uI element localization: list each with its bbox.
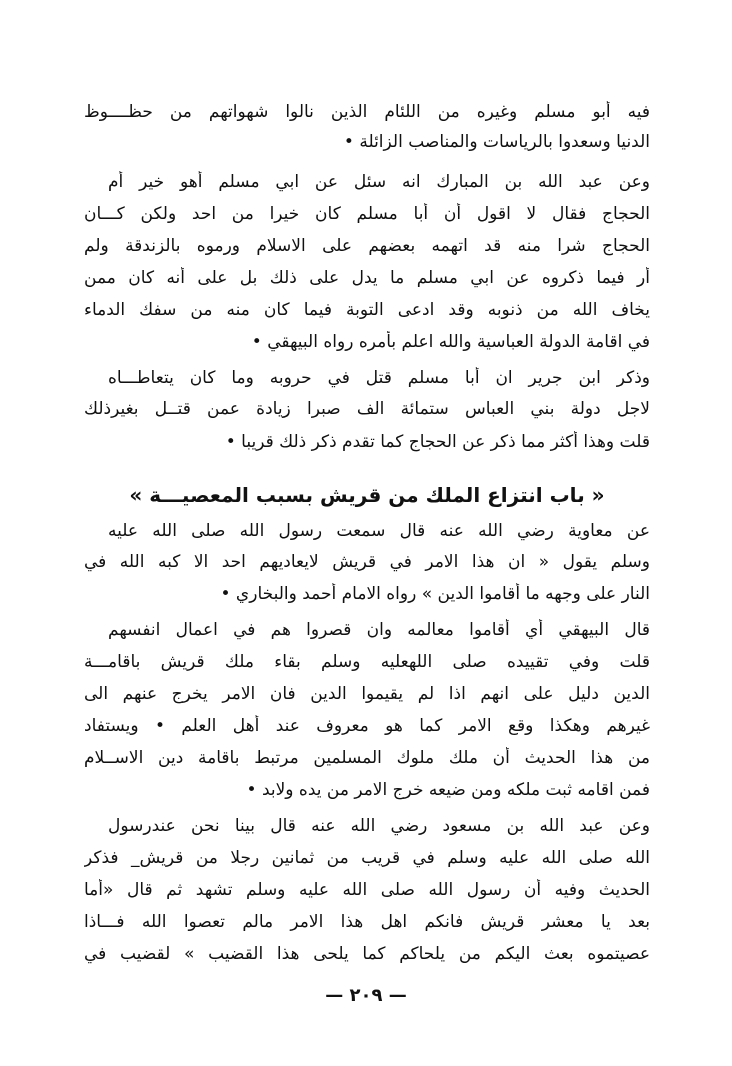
section-heading: « باب انتزاع الملك من قريش بسبب المعصيـــة » bbox=[129, 483, 605, 507]
text-line-3: وعن عبد الله بن المبارك انه سئل عن ابي مسلم أهو خير أم bbox=[108, 172, 650, 192]
text-line-20: فمن اقامه ثبت ملكه ومن ضيعه خرج الامر من يده ولابد • bbox=[246, 780, 650, 800]
text-line-11: قلت وهذا أكثر مما ذكر عن الحجاج كما تقدم ذكر ذلك قريبا • bbox=[225, 432, 650, 452]
text-line-10: لاجل دولة بني العباس ستمائة الف صبرا زيادة عمن قتــل بغيرذلك bbox=[84, 399, 650, 419]
text-line-18: غيرهم وهكذا وقع الامر كما هو معروف عند أهل العلم • ويستفاد bbox=[84, 716, 650, 736]
text-line-1: فيه أبو مسلم وغيره من اللئام الذين نالوا شهواتهم من حظــــوظ bbox=[84, 102, 650, 122]
text-line-16: قلت وفي تقييده صلى اللهعليه وسلم بقاء ملك قريش باقامـــة bbox=[84, 652, 650, 672]
text-line-13: وسلم يقول « ان هذا الامر في قريش لايعاديهم احد الا كبه الله في bbox=[84, 552, 650, 572]
text-line-6: أر فيما ذكروه عن ابي مسلم ما يدل على ذلك بل على أنه كان ممن bbox=[84, 268, 650, 288]
text-line-25: عصيتموه بعث اليكم من يلحاكم كما يلحى هذا القضيب » لقضيب في bbox=[84, 944, 650, 964]
text-line-24: بعد يا معشر قريش فانكم اهل هذا الامر مالم تعصوا الله فـــاذا bbox=[84, 912, 650, 932]
text-line-2: الدنيا وسعدوا بالرياسات والمناصب الزائلة • bbox=[343, 132, 650, 152]
text-line-8: في اقامة الدولة العباسية والله اعلم بأمره رواه البيهقي • bbox=[251, 332, 650, 352]
text-line-23: الحديث وفيه أن رسول الله صلى الله عليه وسلم تشهد ثم قال «أما bbox=[84, 880, 650, 900]
text-line-14: النار على وجهه ما أقاموا الدين » رواه الامام أحمد والبخاري • bbox=[220, 584, 650, 604]
text-line-17: الدين دليل على انهم اذا لم يقيموا الدين فان الامر يخرج عنهم الى bbox=[84, 684, 650, 704]
text-line-21: وعن عبد الله بن مسعود رضي الله عنه قال بينا نحن عندرسول bbox=[108, 816, 650, 836]
text-line-7: يخاف الله من ذنوبه وقد ادعى التوبة فيما كان منه من سفك الدماء bbox=[84, 300, 650, 320]
text-line-12: عن معاوية رضي الله عنه قال سمعت رسول الله صلى الله عليه bbox=[108, 521, 650, 541]
text-line-5: الحجاج شرا منه قد اتهمه بعضهم على الاسلام ورموه بالزندقة ولم bbox=[84, 236, 650, 256]
text-line-22: الله صلى الله عليه وسلم في قريب من ثمانين رجلا من قريش_ فذكر bbox=[84, 848, 650, 868]
text-line-9: وذكر ابن جرير ان أبا مسلم قتل في حروبه وما كان يتعاطـــاه bbox=[108, 368, 650, 388]
page-number: — ٢٠٩ — bbox=[325, 985, 407, 1006]
text-line-19: من هذا الحديث أن ملك ملوك المسلمين مرتبط باقامة دين الاســلام bbox=[84, 748, 650, 768]
text-line-4: الحجاج فقال لا اقول أن أبا مسلم كان خيرا من احد ولكن كـــان bbox=[84, 204, 650, 224]
text-line-15: قال البيهقي أي أقاموا معالمه وان قصروا هم في اعمال انفسهم bbox=[108, 620, 650, 640]
